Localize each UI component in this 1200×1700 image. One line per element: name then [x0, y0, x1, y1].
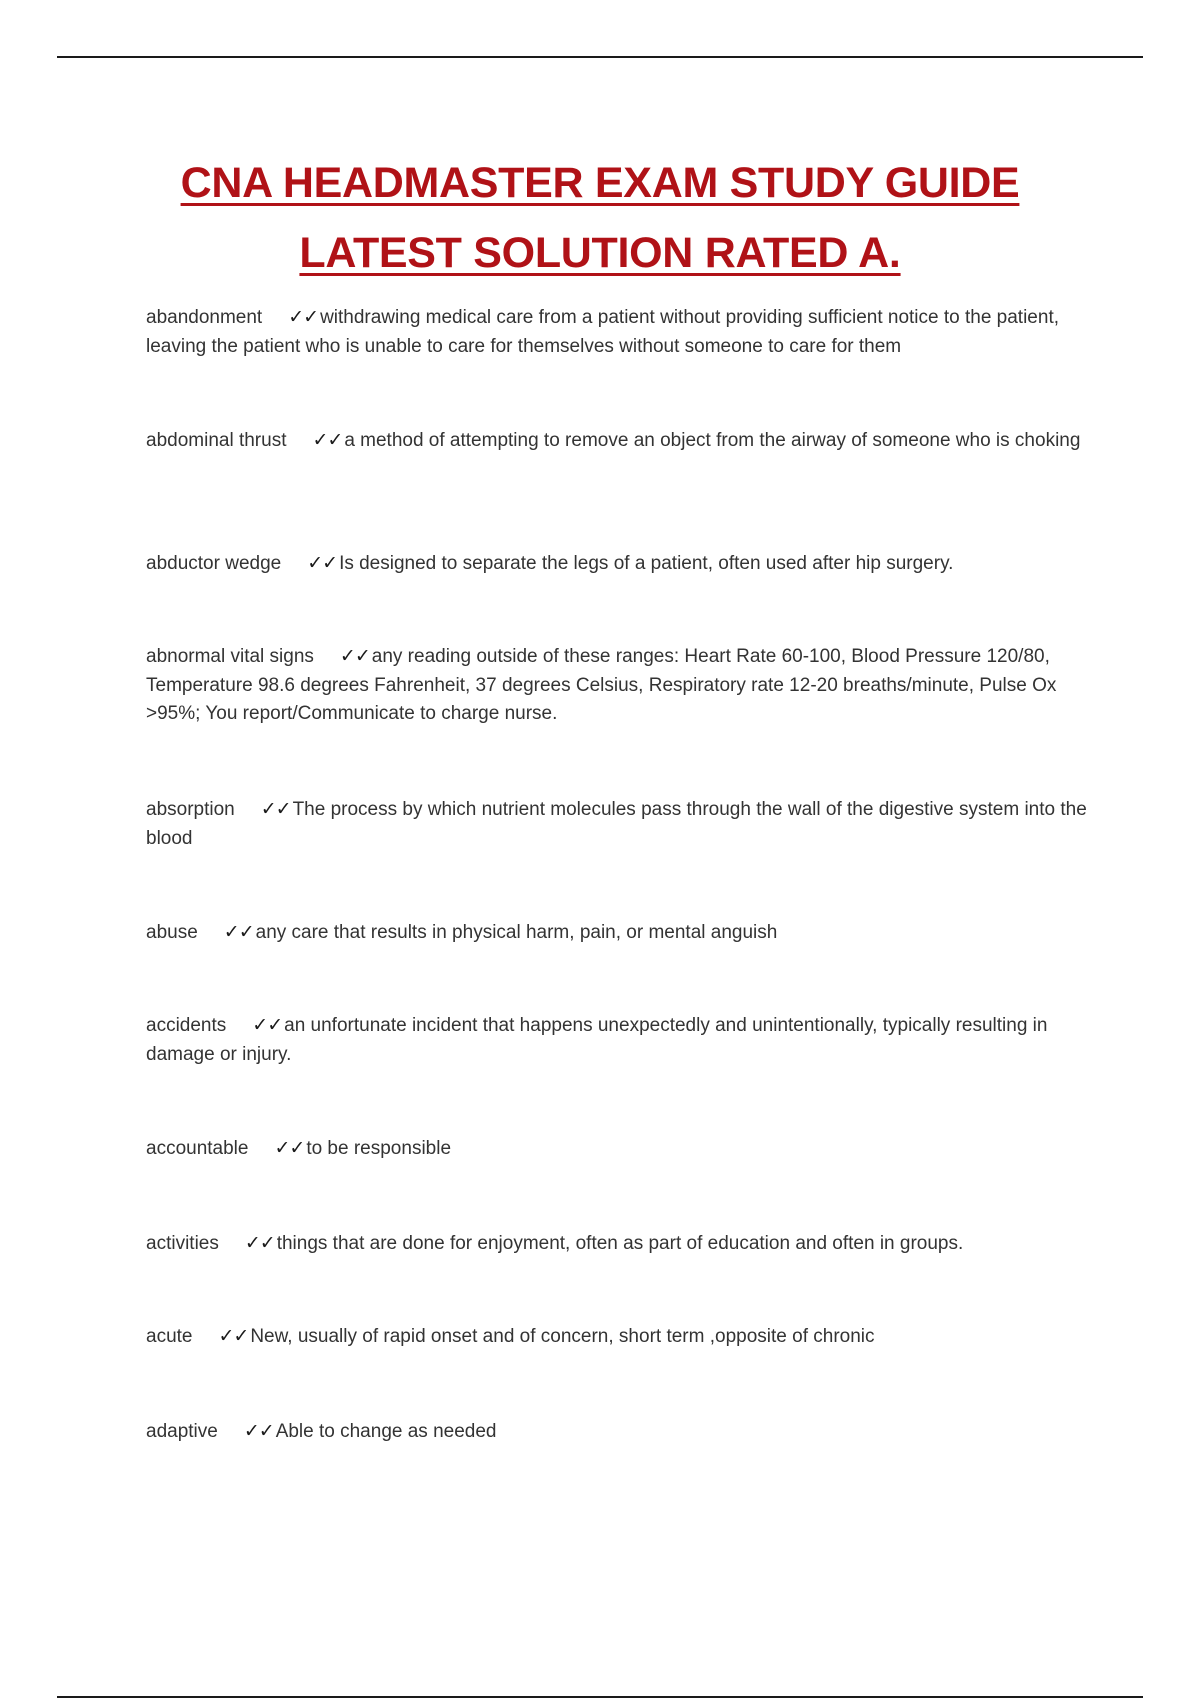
double-check-icon: ✓✓ — [339, 646, 370, 667]
double-check-icon: ✓✓ — [288, 307, 319, 328]
entry-definition: any reading outside of these ranges: Heart Rate 60-100, Blood Pressure 120/80, Temperature 98.6 degrees Fahrenheit, 37 degrees Celsius, Respiratory rate 12-20 breaths/minute, Pulse Ox >95%; You report/Communicate to charge nurse. — [146, 646, 1057, 724]
glossary-entry — [146, 919, 1096, 948]
glossary-entry — [146, 796, 1096, 853]
title-line-1: CNA HEADMASTER EXAM STUDY GUIDE — [180, 159, 1020, 207]
entry-term: accountable — [146, 1138, 249, 1159]
page-title — [0, 148, 1200, 288]
entry-term: abnormal vital signs — [146, 646, 314, 667]
entry-definition: an unfortunate incident that happens unexpectedly and unintentionally, typically resulting in damage or injury. — [146, 1015, 1048, 1065]
double-check-icon: ✓✓ — [243, 1421, 274, 1442]
glossary-entry — [146, 304, 1096, 361]
bottom-rule — [57, 1696, 1143, 1698]
double-check-icon: ✓✓ — [244, 1233, 275, 1254]
entry-term: activities — [146, 1233, 219, 1254]
entry-definition: Is designed to separate the legs of a patient, often used after hip surgery. — [339, 553, 954, 574]
entry-definition: things that are done for enjoyment, often as part of education and often in groups. — [276, 1233, 964, 1254]
double-check-icon: ✓✓ — [252, 1015, 283, 1036]
entry-term: absorption — [146, 799, 235, 820]
double-check-icon: ✓✓ — [274, 1138, 305, 1159]
entry-definition: The process by which nutrient molecules pass through the wall of the digestive system into the blood — [146, 799, 1087, 849]
title-line-2: LATEST SOLUTION RATED A. — [299, 229, 901, 277]
entry-definition: New, usually of rapid onset and of concern, short term ,opposite of chronic — [250, 1326, 875, 1347]
glossary-entry — [146, 1323, 1096, 1352]
entry-term: abductor wedge — [146, 553, 282, 574]
double-check-icon: ✓✓ — [260, 799, 291, 820]
glossary-entry — [146, 1418, 1096, 1447]
entry-term: abuse — [146, 922, 198, 943]
entry-term: acute — [146, 1326, 193, 1347]
glossary-entry — [146, 643, 1096, 729]
entry-definition: a method of attempting to remove an object from the airway of someone who is choking — [344, 430, 1081, 451]
glossary-entry — [146, 1012, 1096, 1069]
top-rule — [57, 56, 1143, 58]
glossary-entry — [146, 550, 1096, 579]
glossary-entry — [146, 1230, 1096, 1259]
entry-definition: to be responsible — [306, 1138, 452, 1159]
glossary-entry — [146, 1135, 1096, 1164]
glossary-entry — [146, 427, 1096, 456]
double-check-icon: ✓✓ — [223, 922, 254, 943]
entry-term: accidents — [146, 1015, 227, 1036]
double-check-icon: ✓✓ — [307, 553, 338, 574]
entry-term: adaptive — [146, 1421, 218, 1442]
entry-term: abdominal thrust — [146, 430, 287, 451]
entry-definition: withdrawing medical care from a patient without providing sufficient notice to the patient, leaving the patient who is unable to care for themselves without someone to care for them — [146, 307, 1060, 357]
entry-definition: Able to change as needed — [275, 1421, 497, 1442]
double-check-icon: ✓✓ — [218, 1326, 249, 1347]
entry-term: abandonment — [146, 307, 263, 328]
double-check-icon: ✓✓ — [312, 430, 343, 451]
entry-definition: any care that results in physical harm, pain, or mental anguish — [255, 922, 778, 943]
